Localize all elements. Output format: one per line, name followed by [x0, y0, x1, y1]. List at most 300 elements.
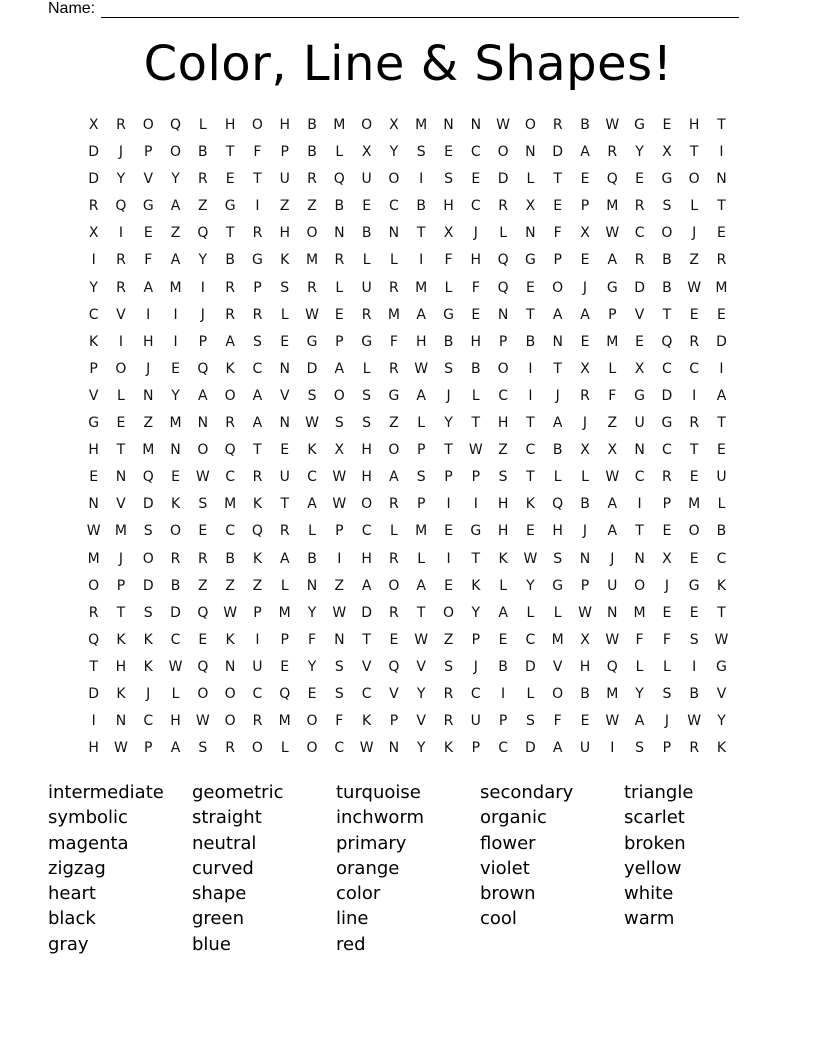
- grid-letter[interactable]: K: [143, 631, 153, 648]
- grid-letter[interactable]: B: [443, 333, 454, 350]
- grid-letter[interactable]: O: [552, 685, 564, 702]
- grid-letter[interactable]: T: [116, 442, 126, 459]
- grid-letter[interactable]: M: [169, 279, 182, 296]
- grid-letter[interactable]: S: [444, 171, 453, 188]
- grid-letter[interactable]: B: [716, 523, 727, 540]
- grid-letter[interactable]: L: [390, 252, 398, 269]
- grid-letter[interactable]: R: [225, 740, 235, 757]
- grid-letter[interactable]: E: [171, 469, 180, 486]
- grid-letter[interactable]: K: [252, 496, 263, 513]
- grid-letter[interactable]: W: [414, 631, 429, 648]
- grid-letter[interactable]: S: [416, 144, 426, 161]
- grid-letter[interactable]: E: [389, 631, 399, 648]
- grid-letter[interactable]: K: [170, 496, 181, 513]
- grid-letter[interactable]: K: [307, 442, 317, 459]
- grid-letter[interactable]: S: [362, 387, 372, 404]
- grid-letter[interactable]: D: [634, 279, 645, 296]
- grid-letter[interactable]: G: [634, 387, 646, 404]
- grid-letter[interactable]: B: [525, 333, 536, 350]
- grid-letter[interactable]: R: [498, 198, 508, 215]
- grid-letter[interactable]: H: [224, 117, 236, 133]
- grid-letter[interactable]: M: [142, 442, 155, 459]
- grid-letter[interactable]: G: [552, 577, 564, 594]
- grid-letter[interactable]: T: [526, 415, 535, 432]
- grid-letter[interactable]: S: [252, 333, 262, 350]
- grid-letter[interactable]: K: [716, 740, 727, 757]
- grid-letter[interactable]: A: [416, 306, 426, 323]
- grid-letter[interactable]: X: [662, 550, 672, 567]
- grid-letter[interactable]: M: [387, 306, 400, 323]
- grid-letter[interactable]: X: [525, 198, 536, 215]
- grid-letter[interactable]: T: [662, 306, 672, 323]
- grid-letter[interactable]: T: [553, 360, 562, 377]
- grid-letter[interactable]: R: [116, 252, 126, 269]
- grid-letter[interactable]: C: [661, 360, 672, 377]
- grid-letter[interactable]: S: [280, 279, 290, 296]
- grid-letter[interactable]: N: [115, 469, 127, 486]
- grid-letter[interactable]: V: [634, 306, 645, 323]
- grid-letter[interactable]: I: [692, 387, 697, 404]
- grid-letter[interactable]: K: [498, 550, 508, 567]
- grid-letter[interactable]: K: [471, 577, 481, 594]
- grid-letter[interactable]: E: [280, 333, 290, 350]
- grid-letter[interactable]: I: [91, 713, 96, 730]
- grid-letter[interactable]: T: [116, 604, 126, 621]
- grid-letter[interactable]: L: [690, 198, 699, 215]
- grid-letter[interactable]: X: [580, 225, 590, 242]
- grid-letter[interactable]: Z: [498, 442, 508, 459]
- grid-letter[interactable]: Y: [526, 577, 535, 594]
- grid-letter[interactable]: N: [443, 117, 454, 133]
- grid-letter[interactable]: A: [334, 360, 345, 377]
- grid-letter[interactable]: L: [280, 577, 289, 594]
- grid-letter[interactable]: Y: [198, 252, 208, 269]
- grid-letter[interactable]: Z: [443, 631, 454, 648]
- grid-letter[interactable]: F: [335, 713, 344, 730]
- grid-letter[interactable]: W: [605, 713, 620, 730]
- grid-letter[interactable]: Q: [497, 252, 509, 269]
- grid-letter[interactable]: I: [200, 279, 205, 296]
- grid-letter[interactable]: E: [471, 306, 481, 323]
- grid-letter[interactable]: E: [580, 252, 590, 269]
- grid-letter[interactable]: L: [526, 171, 535, 188]
- grid-letter[interactable]: U: [634, 415, 645, 432]
- grid-letter[interactable]: X: [88, 117, 99, 133]
- grid-letter[interactable]: M: [224, 496, 237, 513]
- grid-letter[interactable]: B: [416, 198, 427, 215]
- grid-letter[interactable]: A: [170, 252, 181, 269]
- grid-letter[interactable]: G: [470, 523, 482, 540]
- grid-letter[interactable]: I: [528, 360, 533, 377]
- grid-letter[interactable]: M: [278, 713, 291, 730]
- grid-letter[interactable]: K: [280, 252, 290, 269]
- grid-letter[interactable]: J: [582, 279, 588, 296]
- grid-letter[interactable]: S: [334, 685, 344, 702]
- grid-letter[interactable]: R: [389, 496, 399, 513]
- grid-letter[interactable]: N: [334, 631, 345, 648]
- grid-letter[interactable]: I: [255, 198, 260, 215]
- grid-letter[interactable]: F: [144, 252, 153, 269]
- grid-letter[interactable]: R: [662, 469, 672, 486]
- grid-letter[interactable]: R: [443, 713, 454, 730]
- grid-letter[interactable]: H: [443, 198, 454, 215]
- grid-letter[interactable]: K: [116, 631, 126, 648]
- grid-letter[interactable]: Y: [89, 279, 98, 296]
- grid-letter[interactable]: Q: [388, 658, 400, 675]
- grid-letter[interactable]: D: [88, 171, 100, 188]
- grid-letter[interactable]: H: [361, 442, 372, 459]
- grid-letter[interactable]: T: [689, 144, 699, 161]
- grid-letter[interactable]: W: [414, 360, 429, 377]
- grid-letter[interactable]: L: [526, 685, 535, 702]
- grid-letter[interactable]: T: [253, 442, 262, 459]
- grid-letter[interactable]: X: [607, 442, 618, 459]
- grid-letter[interactable]: J: [118, 144, 124, 161]
- grid-letter[interactable]: K: [225, 631, 235, 648]
- grid-letter[interactable]: G: [524, 252, 536, 269]
- grid-letter[interactable]: V: [88, 387, 99, 404]
- grid-letter[interactable]: U: [607, 577, 618, 594]
- grid-letter[interactable]: O: [197, 685, 209, 702]
- grid-letter[interactable]: X: [443, 225, 454, 242]
- grid-letter[interactable]: W: [223, 604, 238, 621]
- grid-letter[interactable]: D: [525, 740, 536, 757]
- grid-letter[interactable]: B: [580, 117, 590, 133]
- grid-letter[interactable]: A: [252, 415, 263, 432]
- grid-letter[interactable]: M: [606, 198, 619, 215]
- grid-letter[interactable]: S: [198, 740, 208, 757]
- grid-letter[interactable]: O: [306, 225, 318, 242]
- grid-letter[interactable]: G: [606, 279, 618, 296]
- grid-letter[interactable]: H: [279, 117, 290, 133]
- grid-letter[interactable]: T: [225, 144, 235, 161]
- grid-letter[interactable]: P: [471, 469, 481, 486]
- grid-letter[interactable]: A: [307, 496, 317, 513]
- grid-letter[interactable]: V: [361, 658, 372, 675]
- grid-letter[interactable]: D: [142, 577, 154, 594]
- grid-letter[interactable]: G: [661, 415, 673, 432]
- grid-letter[interactable]: Y: [444, 415, 453, 432]
- grid-letter[interactable]: A: [279, 550, 290, 567]
- grid-letter[interactable]: O: [170, 523, 182, 540]
- grid-letter[interactable]: G: [716, 658, 727, 675]
- grid-letter[interactable]: R: [252, 306, 263, 323]
- grid-letter[interactable]: T: [89, 658, 98, 675]
- grid-letter[interactable]: Q: [88, 631, 100, 648]
- grid-letter[interactable]: O: [224, 387, 236, 404]
- grid-letter[interactable]: E: [280, 658, 290, 675]
- grid-letter[interactable]: U: [579, 740, 591, 757]
- grid-letter[interactable]: R: [252, 469, 263, 486]
- grid-letter[interactable]: I: [610, 740, 615, 757]
- grid-letter[interactable]: N: [306, 577, 318, 594]
- grid-letter[interactable]: X: [580, 631, 590, 648]
- grid-letter[interactable]: W: [359, 740, 374, 757]
- grid-letter[interactable]: C: [525, 442, 536, 459]
- grid-letter[interactable]: E: [689, 550, 699, 567]
- grid-letter[interactable]: O: [634, 577, 646, 594]
- grid-letter[interactable]: K: [225, 360, 235, 377]
- grid-letter[interactable]: A: [716, 387, 727, 404]
- grid-letter[interactable]: I: [255, 631, 260, 648]
- grid-letter[interactable]: I: [473, 496, 478, 513]
- grid-letter[interactable]: O: [524, 117, 536, 133]
- grid-letter[interactable]: E: [171, 360, 180, 377]
- grid-letter[interactable]: Y: [717, 713, 726, 730]
- grid-letter[interactable]: N: [279, 360, 290, 377]
- grid-letter[interactable]: Q: [197, 658, 209, 675]
- grid-letter[interactable]: R: [116, 279, 126, 296]
- grid-letter[interactable]: F: [662, 631, 671, 648]
- grid-letter[interactable]: R: [170, 550, 181, 567]
- grid-letter[interactable]: K: [143, 658, 153, 675]
- grid-letter[interactable]: S: [553, 550, 563, 567]
- grid-letter[interactable]: E: [580, 333, 590, 350]
- grid-letter[interactable]: B: [334, 198, 345, 215]
- grid-letter[interactable]: F: [553, 713, 562, 730]
- grid-letter[interactable]: V: [416, 713, 426, 730]
- grid-letter[interactable]: S: [143, 523, 153, 540]
- grid-letter[interactable]: D: [88, 144, 100, 161]
- grid-letter[interactable]: E: [362, 198, 372, 215]
- grid-letter[interactable]: C: [389, 198, 399, 215]
- grid-letter[interactable]: P: [498, 333, 508, 350]
- grid-letter[interactable]: A: [607, 496, 618, 513]
- grid-letter[interactable]: W: [523, 550, 538, 567]
- grid-letter[interactable]: K: [116, 685, 126, 702]
- grid-letter[interactable]: U: [361, 279, 372, 296]
- grid-letter[interactable]: Y: [171, 171, 180, 188]
- grid-letter[interactable]: G: [306, 333, 318, 350]
- grid-letter[interactable]: N: [607, 604, 618, 621]
- grid-letter[interactable]: Q: [333, 171, 345, 188]
- grid-letter[interactable]: E: [198, 523, 208, 540]
- grid-letter[interactable]: P: [144, 144, 153, 161]
- grid-letter[interactable]: T: [225, 225, 235, 242]
- grid-letter[interactable]: P: [198, 333, 208, 350]
- grid-letter[interactable]: S: [662, 198, 672, 215]
- grid-letter[interactable]: A: [143, 279, 154, 296]
- grid-letter[interactable]: S: [444, 658, 453, 675]
- grid-letter[interactable]: Q: [224, 442, 236, 459]
- grid-letter[interactable]: D: [552, 144, 564, 161]
- grid-letter[interactable]: N: [470, 117, 482, 133]
- grid-letter[interactable]: J: [582, 415, 588, 432]
- grid-letter[interactable]: L: [417, 550, 426, 567]
- grid-letter[interactable]: B: [170, 577, 181, 594]
- grid-letter[interactable]: P: [280, 631, 289, 648]
- grid-letter[interactable]: W: [114, 740, 128, 757]
- grid-letter[interactable]: L: [635, 658, 644, 675]
- grid-letter[interactable]: E: [662, 117, 672, 133]
- grid-letter[interactable]: R: [225, 306, 235, 323]
- grid-letter[interactable]: P: [416, 496, 426, 513]
- grid-letter[interactable]: E: [717, 442, 726, 459]
- grid-letter[interactable]: C: [634, 469, 645, 486]
- grid-letter[interactable]: P: [498, 713, 508, 730]
- grid-letter[interactable]: C: [498, 740, 508, 757]
- grid-letter[interactable]: D: [88, 685, 100, 702]
- grid-letter[interactable]: L: [335, 279, 344, 296]
- grid-letter[interactable]: G: [661, 171, 673, 188]
- grid-letter[interactable]: L: [553, 604, 562, 621]
- grid-letter[interactable]: A: [170, 740, 181, 757]
- grid-letter[interactable]: E: [334, 306, 344, 323]
- grid-letter[interactable]: N: [634, 550, 645, 567]
- grid-letter[interactable]: G: [634, 117, 646, 133]
- grid-letter[interactable]: R: [307, 171, 317, 188]
- grid-letter[interactable]: P: [144, 740, 153, 757]
- grid-letter[interactable]: C: [498, 387, 508, 404]
- grid-letter[interactable]: O: [361, 496, 373, 513]
- grid-letter[interactable]: D: [497, 171, 509, 188]
- grid-letter[interactable]: M: [633, 604, 646, 621]
- grid-letter[interactable]: R: [689, 333, 700, 350]
- grid-letter[interactable]: E: [307, 685, 317, 702]
- grid-letter[interactable]: C: [225, 523, 236, 540]
- grid-letter[interactable]: O: [115, 360, 127, 377]
- grid-letter[interactable]: S: [362, 415, 372, 432]
- grid-letter[interactable]: A: [389, 469, 399, 486]
- grid-letter[interactable]: E: [553, 198, 563, 215]
- grid-letter[interactable]: D: [306, 360, 318, 377]
- grid-letter[interactable]: L: [499, 225, 507, 242]
- grid-letter[interactable]: Y: [307, 604, 317, 621]
- grid-letter[interactable]: X: [88, 225, 99, 242]
- grid-letter[interactable]: D: [170, 604, 181, 621]
- grid-letter[interactable]: V: [143, 171, 154, 188]
- grid-letter[interactable]: T: [444, 442, 453, 459]
- grid-letter[interactable]: R: [252, 713, 263, 730]
- grid-letter[interactable]: E: [580, 171, 590, 188]
- grid-letter[interactable]: O: [688, 171, 700, 188]
- grid-letter[interactable]: J: [582, 523, 588, 540]
- grid-letter[interactable]: I: [337, 550, 342, 567]
- grid-letter[interactable]: N: [388, 225, 400, 242]
- grid-letter[interactable]: F: [553, 225, 562, 242]
- grid-letter[interactable]: S: [198, 496, 208, 513]
- grid-letter[interactable]: E: [580, 713, 590, 730]
- grid-letter[interactable]: N: [88, 496, 99, 513]
- grid-letter[interactable]: O: [251, 117, 263, 133]
- grid-letter[interactable]: E: [471, 171, 481, 188]
- grid-letter[interactable]: N: [279, 415, 290, 432]
- grid-letter[interactable]: Q: [142, 469, 154, 486]
- grid-letter[interactable]: E: [689, 469, 699, 486]
- grid-letter[interactable]: J: [664, 577, 669, 594]
- grid-letter[interactable]: A: [198, 387, 208, 404]
- grid-letter[interactable]: T: [553, 171, 562, 188]
- grid-letter[interactable]: W: [496, 117, 511, 133]
- grid-letter[interactable]: C: [252, 360, 263, 377]
- grid-letter[interactable]: R: [689, 740, 700, 757]
- grid-letter[interactable]: L: [198, 117, 207, 133]
- grid-letter[interactable]: F: [307, 631, 317, 648]
- grid-letter[interactable]: R: [389, 604, 399, 621]
- grid-letter[interactable]: L: [171, 685, 180, 702]
- grid-letter[interactable]: I: [692, 658, 697, 675]
- grid-letter[interactable]: B: [225, 252, 235, 269]
- grid-letter[interactable]: S: [416, 469, 426, 486]
- grid-letter[interactable]: I: [446, 550, 451, 567]
- grid-letter[interactable]: U: [716, 469, 727, 486]
- grid-letter[interactable]: O: [361, 117, 373, 133]
- grid-letter[interactable]: W: [605, 469, 620, 486]
- grid-letter[interactable]: P: [335, 523, 344, 540]
- grid-letter[interactable]: C: [634, 225, 645, 242]
- grid-letter[interactable]: W: [305, 306, 319, 323]
- grid-letter[interactable]: S: [143, 604, 153, 621]
- grid-letter[interactable]: G: [224, 198, 236, 215]
- grid-letter[interactable]: O: [388, 442, 400, 459]
- grid-letter[interactable]: G: [443, 306, 454, 323]
- grid-letter[interactable]: S: [498, 469, 508, 486]
- grid-letter[interactable]: J: [118, 550, 124, 567]
- grid-letter[interactable]: H: [115, 658, 127, 675]
- grid-letter[interactable]: N: [388, 740, 400, 757]
- grid-letter[interactable]: O: [497, 360, 509, 377]
- name-underline[interactable]: [101, 3, 739, 18]
- grid-letter[interactable]: C: [470, 144, 481, 161]
- grid-letter[interactable]: Q: [552, 496, 564, 513]
- grid-letter[interactable]: T: [717, 117, 726, 133]
- grid-letter[interactable]: R: [443, 685, 454, 702]
- grid-letter[interactable]: V: [279, 387, 290, 404]
- grid-letter[interactable]: A: [634, 713, 645, 730]
- grid-letter[interactable]: O: [224, 713, 236, 730]
- grid-letter[interactable]: B: [361, 225, 372, 242]
- grid-letter[interactable]: H: [470, 333, 482, 350]
- grid-letter[interactable]: K: [252, 550, 263, 567]
- grid-letter[interactable]: O: [388, 577, 400, 594]
- grid-letter[interactable]: J: [200, 306, 205, 323]
- grid-letter[interactable]: H: [470, 252, 482, 269]
- grid-letter[interactable]: W: [86, 523, 101, 540]
- grid-letter[interactable]: H: [88, 442, 99, 459]
- grid-letter[interactable]: M: [169, 415, 182, 432]
- grid-letter[interactable]: C: [252, 685, 263, 702]
- grid-letter[interactable]: S: [635, 740, 645, 757]
- grid-letter[interactable]: L: [362, 252, 371, 269]
- grid-letter[interactable]: M: [87, 550, 100, 567]
- grid-letter[interactable]: Y: [416, 685, 426, 702]
- grid-letter[interactable]: A: [252, 387, 263, 404]
- name-field[interactable]: [48, 0, 739, 18]
- grid-letter[interactable]: P: [662, 496, 672, 513]
- grid-letter[interactable]: G: [388, 387, 400, 404]
- grid-letter[interactable]: R: [116, 117, 126, 133]
- grid-letter[interactable]: B: [198, 144, 208, 161]
- grid-letter[interactable]: C: [361, 523, 372, 540]
- grid-letter[interactable]: C: [525, 631, 536, 648]
- grid-letter[interactable]: G: [252, 252, 263, 269]
- grid-letter[interactable]: P: [389, 713, 399, 730]
- grid-letter[interactable]: L: [308, 523, 316, 540]
- grid-letter[interactable]: R: [634, 198, 645, 215]
- grid-letter[interactable]: R: [334, 252, 345, 269]
- grid-letter[interactable]: Q: [279, 685, 291, 702]
- grid-letter[interactable]: C: [470, 198, 481, 215]
- grid-letter[interactable]: E: [717, 306, 726, 323]
- grid-letter[interactable]: W: [468, 442, 483, 459]
- grid-letter[interactable]: W: [687, 713, 702, 730]
- grid-letter[interactable]: O: [306, 740, 318, 757]
- grid-letter[interactable]: L: [444, 279, 453, 296]
- grid-letter[interactable]: A: [552, 415, 563, 432]
- grid-letter[interactable]: E: [662, 523, 672, 540]
- grid-letter[interactable]: M: [278, 604, 291, 621]
- grid-letter[interactable]: W: [195, 713, 210, 730]
